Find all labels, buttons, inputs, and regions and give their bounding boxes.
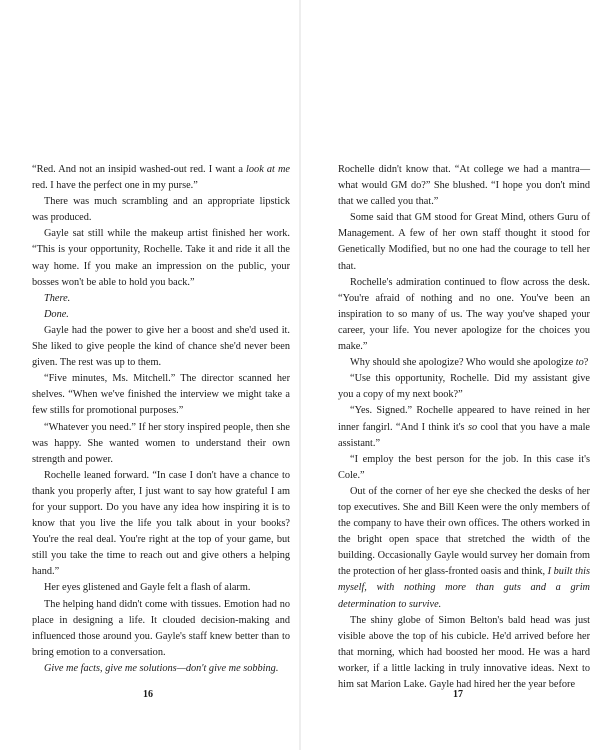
italic-run: to [575,357,584,369]
italic-run: so [467,421,478,433]
text-run: Gayle had the power to give her a boost and she'd used it. She liked to give people the kind of chance she'd never been given. The rest was up to them. [32,324,290,369]
text-run: “I employ the best person for the job. In this case it's Cole.” [338,453,590,481]
paragraph [32,580,290,596]
text-run: “Yes. Signed.” Rochelle appeared to have reined in her inner fangirl. “And I think it's [338,405,590,433]
paragraph [32,291,290,307]
text-run: “Whatever you need.” If her story inspired people, then she was happy. She wanted women to understand their own strength and power. [32,421,290,465]
italic-run: There. [44,292,71,304]
italic-run: Done. [44,308,69,320]
text-run: “Use this opportunity, Rochelle. Did my assistant give you a copy of my next book?” [338,373,590,401]
text-run: ? [583,357,589,369]
text-run: The helping hand didn't come with tissues. Emotion had no place in designing a life. It clouded decision-making and influenced those around you. Gayle's staff knew better than to bring emotion to a conversation. [32,598,290,658]
paragraph [338,613,590,693]
text-run: “Red. And not an insipid washed-out red. I want a [32,164,247,175]
text-run: Why should she apologize? Who would she apologize [350,357,576,369]
page-text [32,162,290,677]
paragraph [32,194,290,226]
paragraph [338,403,590,451]
italic-run: Give me facts, give me solutions—don't give me sobbing. [44,662,279,674]
text-run: cool that you have a male assistant.” [338,421,590,449]
paragraph [32,371,290,419]
text-run: red. I have the perfect one in my purse.” [32,180,198,192]
text-run: Rochelle didn't know that. “At college we had a mantra—what would GM do?” She blushed. “I hope you don't mind that we called you that.” [338,164,590,208]
text-run: Out of the corner of her eye she checked the desks of her top executives. She and Bill Keen were the only members of the company to have their own offices. The others worked in the bright open space that stretched the width of the building. Occasionally Gayle would survey her domain from the protection of her glass-fronted oasis and think, [338,485,590,578]
text-run: The shiny globe of Simon Belton's bald head was just visible above the top of his cubicle. He'd arrived before her that morning, which had boosted her mood. He was a hard worker, if a little lacking in truly innovative ideas. Next to him sat Marion Lake. Gayle had hired her the year before [338,614,590,690]
text-run: Rochelle leaned forward. “In case I don't have a chance to thank you properly after, I just want to say how grateful I am for your support. Do you have any idea how inspiring it is to know that you live the life you talk about in your books? You're the real deal. You're right at the top of your game, but still you take the time to reach out and give others a helping hand.” [32,469,290,578]
text-run: Rochelle's admiration continued to flow across the desk. “You're afraid of nothing and no one. You've been an inspiration to so many of us. The way you've shaped your career, your life. You never apologize for the choices you make.” [338,276,590,353]
paragraph [338,355,590,371]
paragraph [32,420,290,468]
paragraph [338,162,590,210]
text-run: “Five minutes, Ms. Mitchell.” The director scanned her shelves. “When we've finished the interview we might take a few stills for promotional purposes.” [32,373,290,417]
right-page [300,0,600,750]
paragraph [32,468,290,581]
paragraph [32,226,290,290]
paragraph [338,371,590,403]
italic-run: I built this myself, with nothing more than guts and a grim determination to survive. [338,566,590,610]
paragraph [32,162,290,194]
text-run: There was much scrambling and an appropriate lipstick was produced. [32,196,290,224]
page-number: 16 [143,689,153,700]
paragraph [32,323,290,371]
text-run: Her eyes glistened and Gayle felt a flash of alarm. [44,582,251,594]
page-number: 17 [453,689,463,700]
text-run: Gayle sat still while the makeup artist finished her work. “This is your opportunity, Rochelle. Take it and ride it all the way home. If you make an impression on the public, your bosses won't be able to hold you back.” [32,228,290,288]
paragraph [32,661,290,677]
paragraph [32,307,290,323]
paragraph [338,484,590,613]
paragraph [338,210,590,274]
paragraph [338,452,590,484]
paragraph [32,597,290,661]
paragraph [338,275,590,355]
page-text [338,162,590,693]
italic-run: look at me [246,164,290,175]
text-run: Some said that GM stood for Great Mind, others Guru of Management. A few of her own staff thought it stood for Genetically Modified, but no one had the courage to tell her that. [338,212,590,272]
